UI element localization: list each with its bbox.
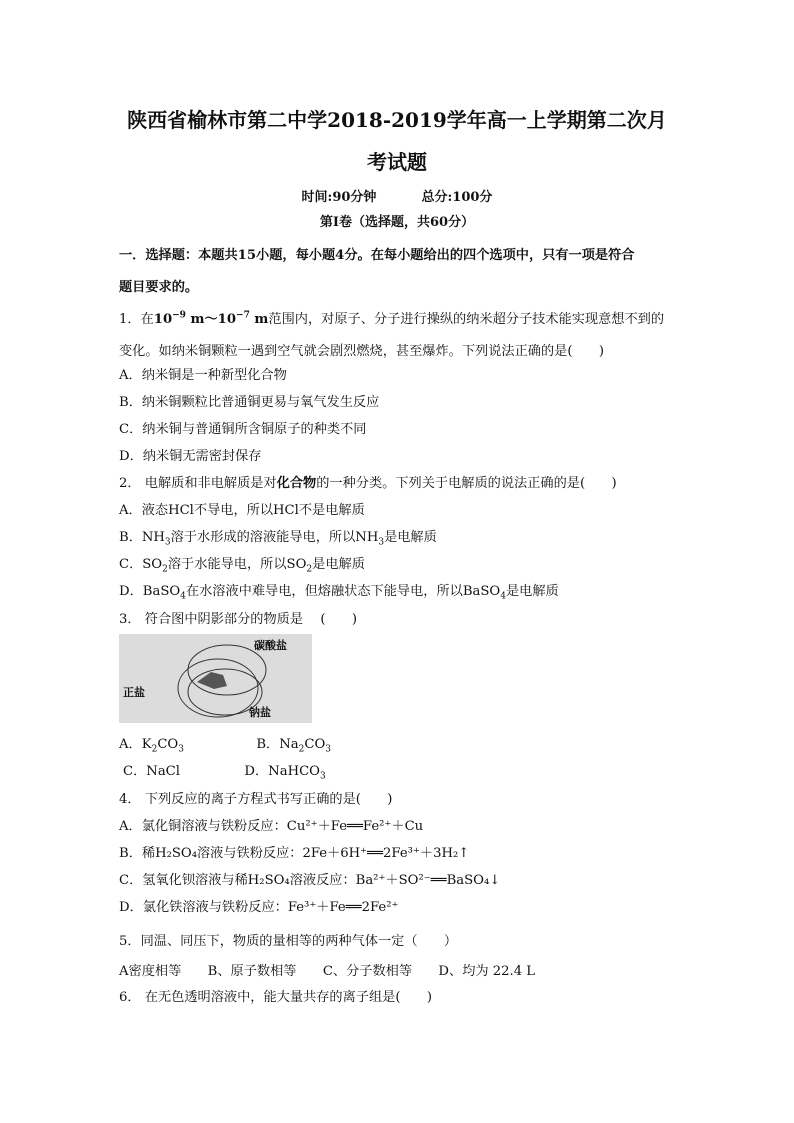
q3-b-mid: CO [304,737,326,752]
q3-option-c: C．NaCl [123,764,180,779]
q1-exp-1: −9 [172,310,186,321]
q5-stem: 5．同温、同压下，物质的量相等的两种气体一定（ ） [119,934,458,949]
q2-b-end: 是电解质 [384,530,437,545]
q3-b-sub-2: 3 [325,744,332,755]
q4-stem: 4． 下列反应的离子方程式书写正确的是( ) [119,792,393,807]
q2-d-end: 是电解质 [505,584,559,599]
q3-option-d [244,764,326,782]
q3-b-pre: B．Na [256,737,299,752]
q6-stem: 6． 在无色透明溶液中，能大量共存的离子组是( ) [119,990,432,1005]
q2-b-pre: B．NH [119,530,165,545]
q1-stem-line-1 [119,308,664,327]
q2-b-sub-2: 3 [378,537,385,548]
q2-d-sub-2: 4 [500,591,506,602]
venn-label-sodium: 钠盐 [249,706,271,719]
q2-c-sub-2: 2 [306,564,313,575]
q3-options-cd [123,760,326,782]
q2-option-d [119,580,559,602]
q1-stem-line-2: 变化。如纳米铜颗粒一遇到空气就会剧烈燃烧，甚至爆炸。下列说法正确的是( ) [119,344,605,359]
q1-option-c: C．纳米铜与普通铜所含铜原子的种类不同 [119,422,367,437]
q2-option-c [119,553,365,575]
q2-d-sub-1: 4 [180,591,186,602]
q3-a-sub-2: 3 [178,744,184,755]
section-title: 第Ⅰ卷（选择题，共60分） [319,215,475,230]
q3-a-mid: CO [157,737,179,752]
q2-d-mid: 在水溶液中难导电，但熔融状态下能导电，所以BaSO [185,584,501,599]
q1-option-d: D．纳米铜无需密封保存 [119,449,262,464]
venn-diagram [119,634,312,723]
q3-a-pre: A．K [119,737,152,752]
q1-option-b: B．纳米铜颗粒比普通铜更易与氧气发生反应 [119,395,380,410]
q1-unit-1: m～ [185,312,218,327]
q2-b-mid: 溶于水形成的溶液能导电，所以NH [170,530,379,545]
q2-stem [119,472,617,491]
q1-prefix: 1．在 [119,312,154,327]
q2-stem-a: 2． 电解质和非电解质是对 [119,476,277,491]
q1-option-a: A．纳米铜是一种新型化合物 [119,368,287,383]
q1-unit-2: m [249,312,269,327]
q1-power-1 [154,312,269,327]
q3-option-b [256,737,332,755]
q2-option-a: A．液态HCl不导电，所以HCl不是电解质 [119,503,365,518]
time-info: 时间:90分钟 [301,190,377,205]
q5-options: A密度相等 B、原子数相等 C、分子数相等 D、均为 22.4 L [119,964,536,979]
q4-option-d: D．氯化铁溶液与铁粉反应：Fe³⁺＋Fe══2Fe²⁺ [119,900,399,915]
score-info: 总分:100分 [421,190,493,205]
title-line-1: 陕西省榆林市第二中学2018-2019学年高一上学期第二次月 [127,108,667,132]
q3-d-pre: D．NaHCO [244,764,320,779]
q2-d-pre: D．BaSO [119,584,181,599]
q4-option-b: B．稀H₂SO₄溶液与铁粉反应：2Fe＋6H⁺══2Fe³⁺＋3H₂↑ [119,846,470,861]
exam-info [0,186,794,205]
q2-stem-c: 的一种分类。下列关于电解质的说法正确的是( ) [316,476,617,491]
q2-c-pre: C．SO [119,557,163,572]
instructions-line-2: 题目要求的。 [119,280,199,295]
q2-c-end: 是电解质 [312,557,365,572]
venn-label-normal: 正盐 [123,686,145,699]
q2-c-sub-1: 2 [162,564,168,575]
q2-option-b [119,526,437,548]
instructions-line-1: 一．选择题：本题共15小题，每小题4分。在每小题给出的四个选项中，只有一项是符合 [119,248,635,263]
q3-d-sub: 3 [319,771,326,782]
q2-c-mid: 溶于水能导电，所以SO [167,557,307,572]
q1-exp-2: −7 [236,310,250,321]
q4-option-c: C．氢氧化钡溶液与稀H₂SO₄溶液反应：Ba²⁺＋SO²⁻══BaSO₄↓ [119,873,501,888]
q1-rest: 范围内，对原子、分子进行操纵的纳米超分子技术能实现意想不到的 [268,312,665,327]
q4-option-a: A．氯化铜溶液与铁粉反应：Cu²⁺＋Fe══Fe²⁺＋Cu [119,819,424,834]
title-line-2: 考试题 [367,150,427,174]
q1-base-2: 10 [217,312,237,327]
q3-stem: 3． 符合图中阴影部分的物质是 ( ) [119,612,358,627]
q3-b-sub-1: 2 [298,744,305,755]
q3-option-a [119,737,184,755]
venn-label-carbonate: 碳酸盐 [254,639,287,652]
q1-base-1: 10 [153,312,173,327]
q2-b-sub-1: 3 [164,537,171,548]
q3-options-ab [119,733,331,755]
q2-stem-bold: 化合物 [276,476,317,491]
q3-a-sub-1: 2 [151,744,158,755]
